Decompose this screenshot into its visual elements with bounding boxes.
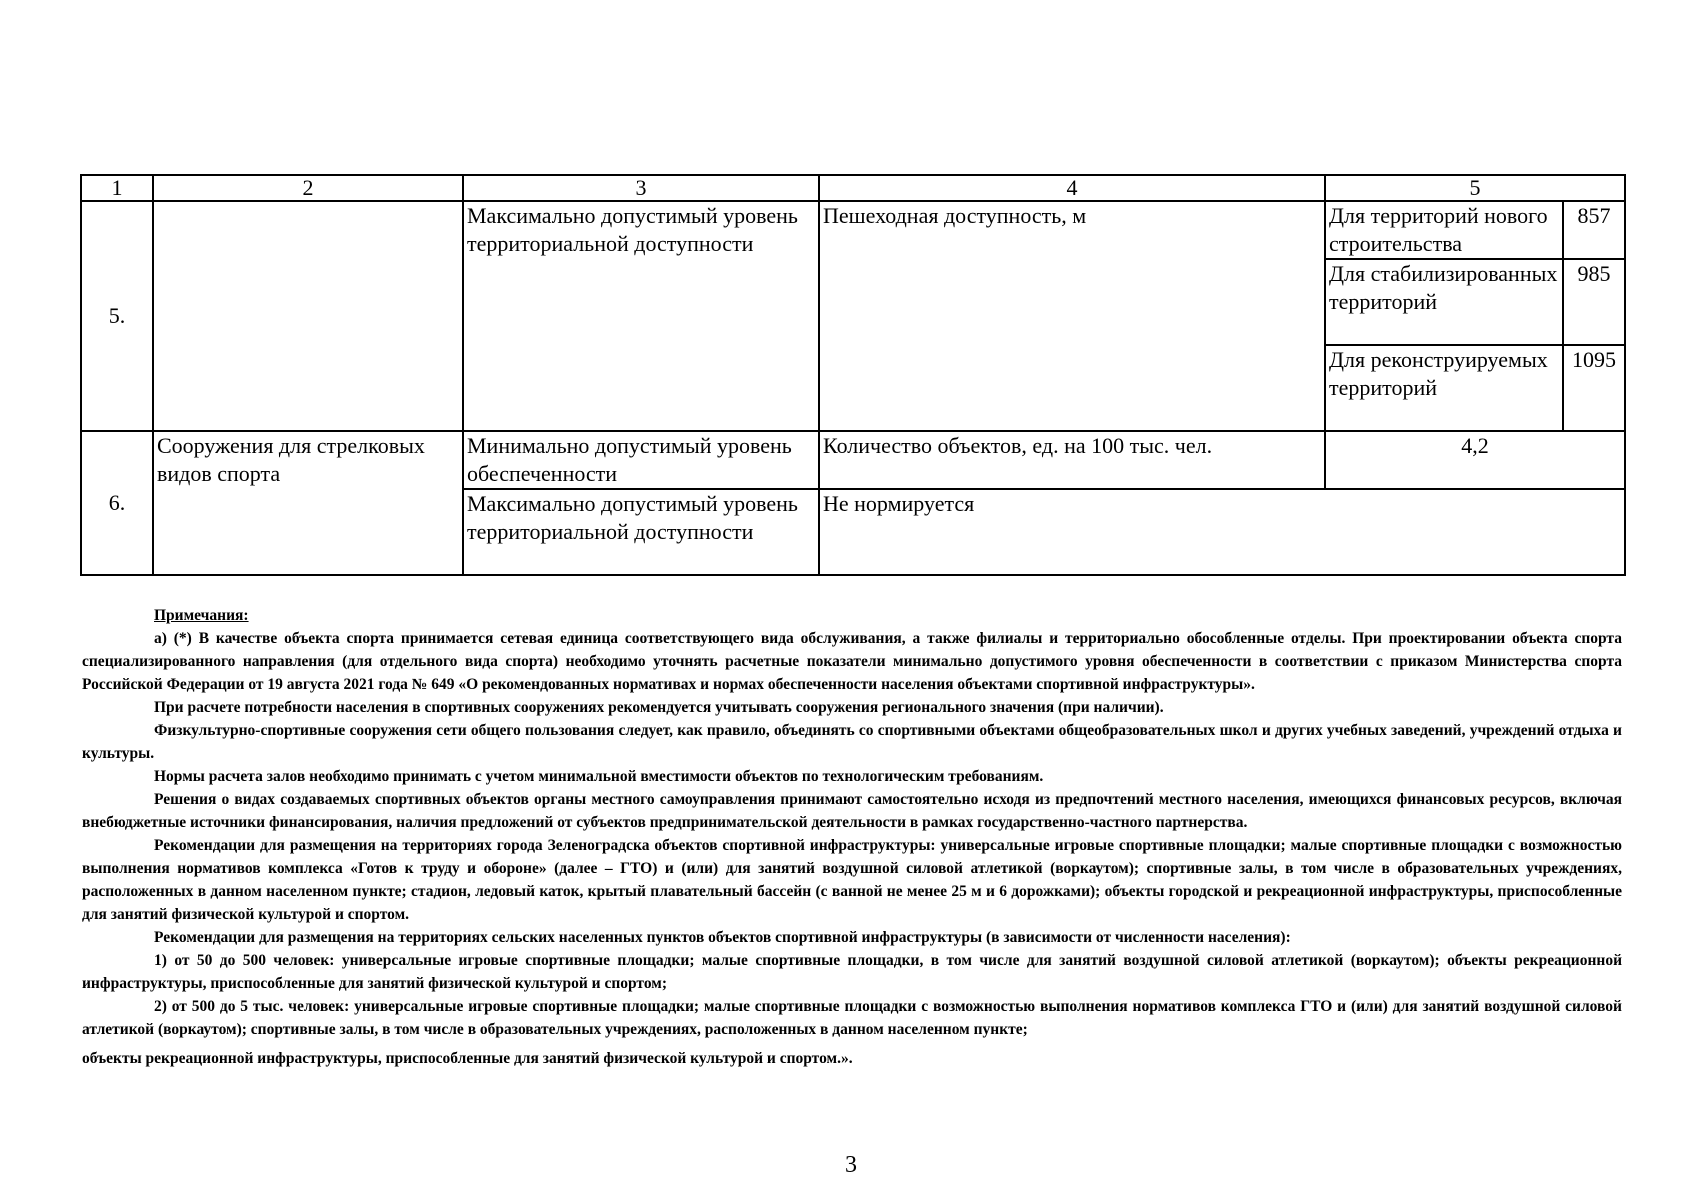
facility-cell-5 xyxy=(153,201,463,431)
sub-value-reconstructed: 1095 xyxy=(1563,345,1625,431)
row-number-5: 5. xyxy=(81,201,153,431)
page-number: 3 xyxy=(845,1152,857,1178)
notes-section xyxy=(82,604,1622,1070)
indicator-max-cell-6: Не нормируется xyxy=(819,489,1625,575)
header-col-4: 4 xyxy=(819,175,1325,201)
note-paragraph: 1) от 50 до 500 человек: универсальные игровые спортивные площадки; малые спортивные площадки, в том числе для занятий воздушной силовой атлетикой (воркаутом); объекты рекреационной инфраструктуры, приспособленные для занятий физической культурой и спортом; xyxy=(82,952,1622,992)
header-row xyxy=(81,175,1625,201)
table-row xyxy=(81,431,1625,489)
level-min-cell-6: Минимально допустимый уровень обеспеченности xyxy=(463,431,819,489)
header-col-5: 5 xyxy=(1325,175,1625,201)
note-paragraph: Рекомендации для размещения на территориях сельских населенных пунктов объектов спортивной инфраструктуры (в зависимости от численности населения): xyxy=(154,929,1291,946)
header-col-2: 2 xyxy=(153,175,463,201)
table-row xyxy=(81,201,1625,259)
notes-heading xyxy=(82,604,1622,627)
header-col-3: 3 xyxy=(463,175,819,201)
sub-value-stabilized: 985 xyxy=(1563,259,1625,345)
note-paragraph: 2) от 500 до 5 тыс. человек: универсальные игровые спортивные площадки; малые спортивные площадки с возможностью выполнения нормативов комплекса ГТО и (или) для занятий воздушной силовой атлетикой (воркаутом); спортивные залы, в том числе в образовательных учреждениях, расположенных в данном населенном пункте; xyxy=(82,998,1622,1038)
indicator-cell-5: Пешеходная доступность, м xyxy=(819,201,1325,431)
note-paragraph: Нормы расчета залов необходимо принимать с учетом минимальной вместимости объектов по технологическим требованиям. xyxy=(154,768,1044,785)
row-number-6: 6. xyxy=(81,431,153,575)
notes-title: Примечания: xyxy=(154,607,249,624)
sub-label-new: Для территорий нового строительства xyxy=(1325,201,1563,259)
note-paragraph: а) (*) В качестве объекта спорта принимается сетевая единица соответствующего вида обслуживания, а также филиалы и территориально обособленные отделы. При проектировании объекта спорта специализированного направления (для отдельного вида спорта) необходимо уточнять расчетные показатели минимально допустимого уровня обеспеченности в соответствии с приказом Министерства спорта Российской Федерации от 19 августа 2021 года № 649 «О рекомендованных нормативах и нормах обеспеченности населения объектами спортивной инфраструктуры». xyxy=(82,630,1622,693)
level-max-cell-6: Максимально допустимый уровень территориальной доступности xyxy=(463,489,819,575)
note-paragraph: Рекомендации для размещения на территориях города Зеленоградска объектов спортивной инфраструктуры: универсальные игровые спортивные площадки; малые спортивные площадки с возможностью выполнения нормативов комплекса «Готов к труду и обороне» (далее – ГТО) и (или) для занятий воздушной силовой атлетикой (воркаутом); спортивные залы, в том числе в образовательных учреждениях, расположенных в данном населенном пункте; стадион, ледовый каток, крытый плавательный бассейн (с ванной не менее 25 м и 6 дорожками); объекты городской и рекреационной инфраструктуры, приспособленные для занятий физической культурой и спортом. xyxy=(82,837,1622,923)
norms-table xyxy=(80,174,1626,576)
header-col-1: 1 xyxy=(81,175,153,201)
note-paragraph: Решения о видах создаваемых спортивных объектов органы местного самоуправления принимают самостоятельно исходя из предпочтений местного населения, имеющихся финансовых ресурсов, включая внебюджетные источники финансирования, наличия предложений от субъектов предпринимательской деятельности в рамках государственно-частного партнерства. xyxy=(82,791,1622,831)
level-cell-5: Максимально допустимый уровень территориальной доступности xyxy=(463,201,819,431)
facility-cell-6: Сооружения для стрелковых видов спорта xyxy=(153,431,463,575)
value-min-cell-6: 4,2 xyxy=(1325,431,1625,489)
sub-label-reconstructed: Для реконструируемых территорий xyxy=(1325,345,1563,431)
note-paragraph: Физкультурно-спортивные сооружения сети общего пользования следует, как правило, объединять со спортивными объектами общеобразовательных школ и других учебных заведений, учреждений отдыха и культуры. xyxy=(82,722,1622,762)
indicator-min-cell-6: Количество объектов, ед. на 100 тыс. чел. xyxy=(819,431,1325,489)
sub-value-new: 857 xyxy=(1563,201,1625,259)
note-paragraph: объекты рекреационной инфраструктуры, приспособленные для занятий физической культурой и спортом.». xyxy=(82,1050,853,1067)
sub-label-stabilized: Для стабилизированных территорий xyxy=(1325,259,1563,345)
note-paragraph: При расчете потребности населения в спортивных сооружениях рекомендуется учитывать сооружения регионального значения (при наличии). xyxy=(154,699,1164,716)
